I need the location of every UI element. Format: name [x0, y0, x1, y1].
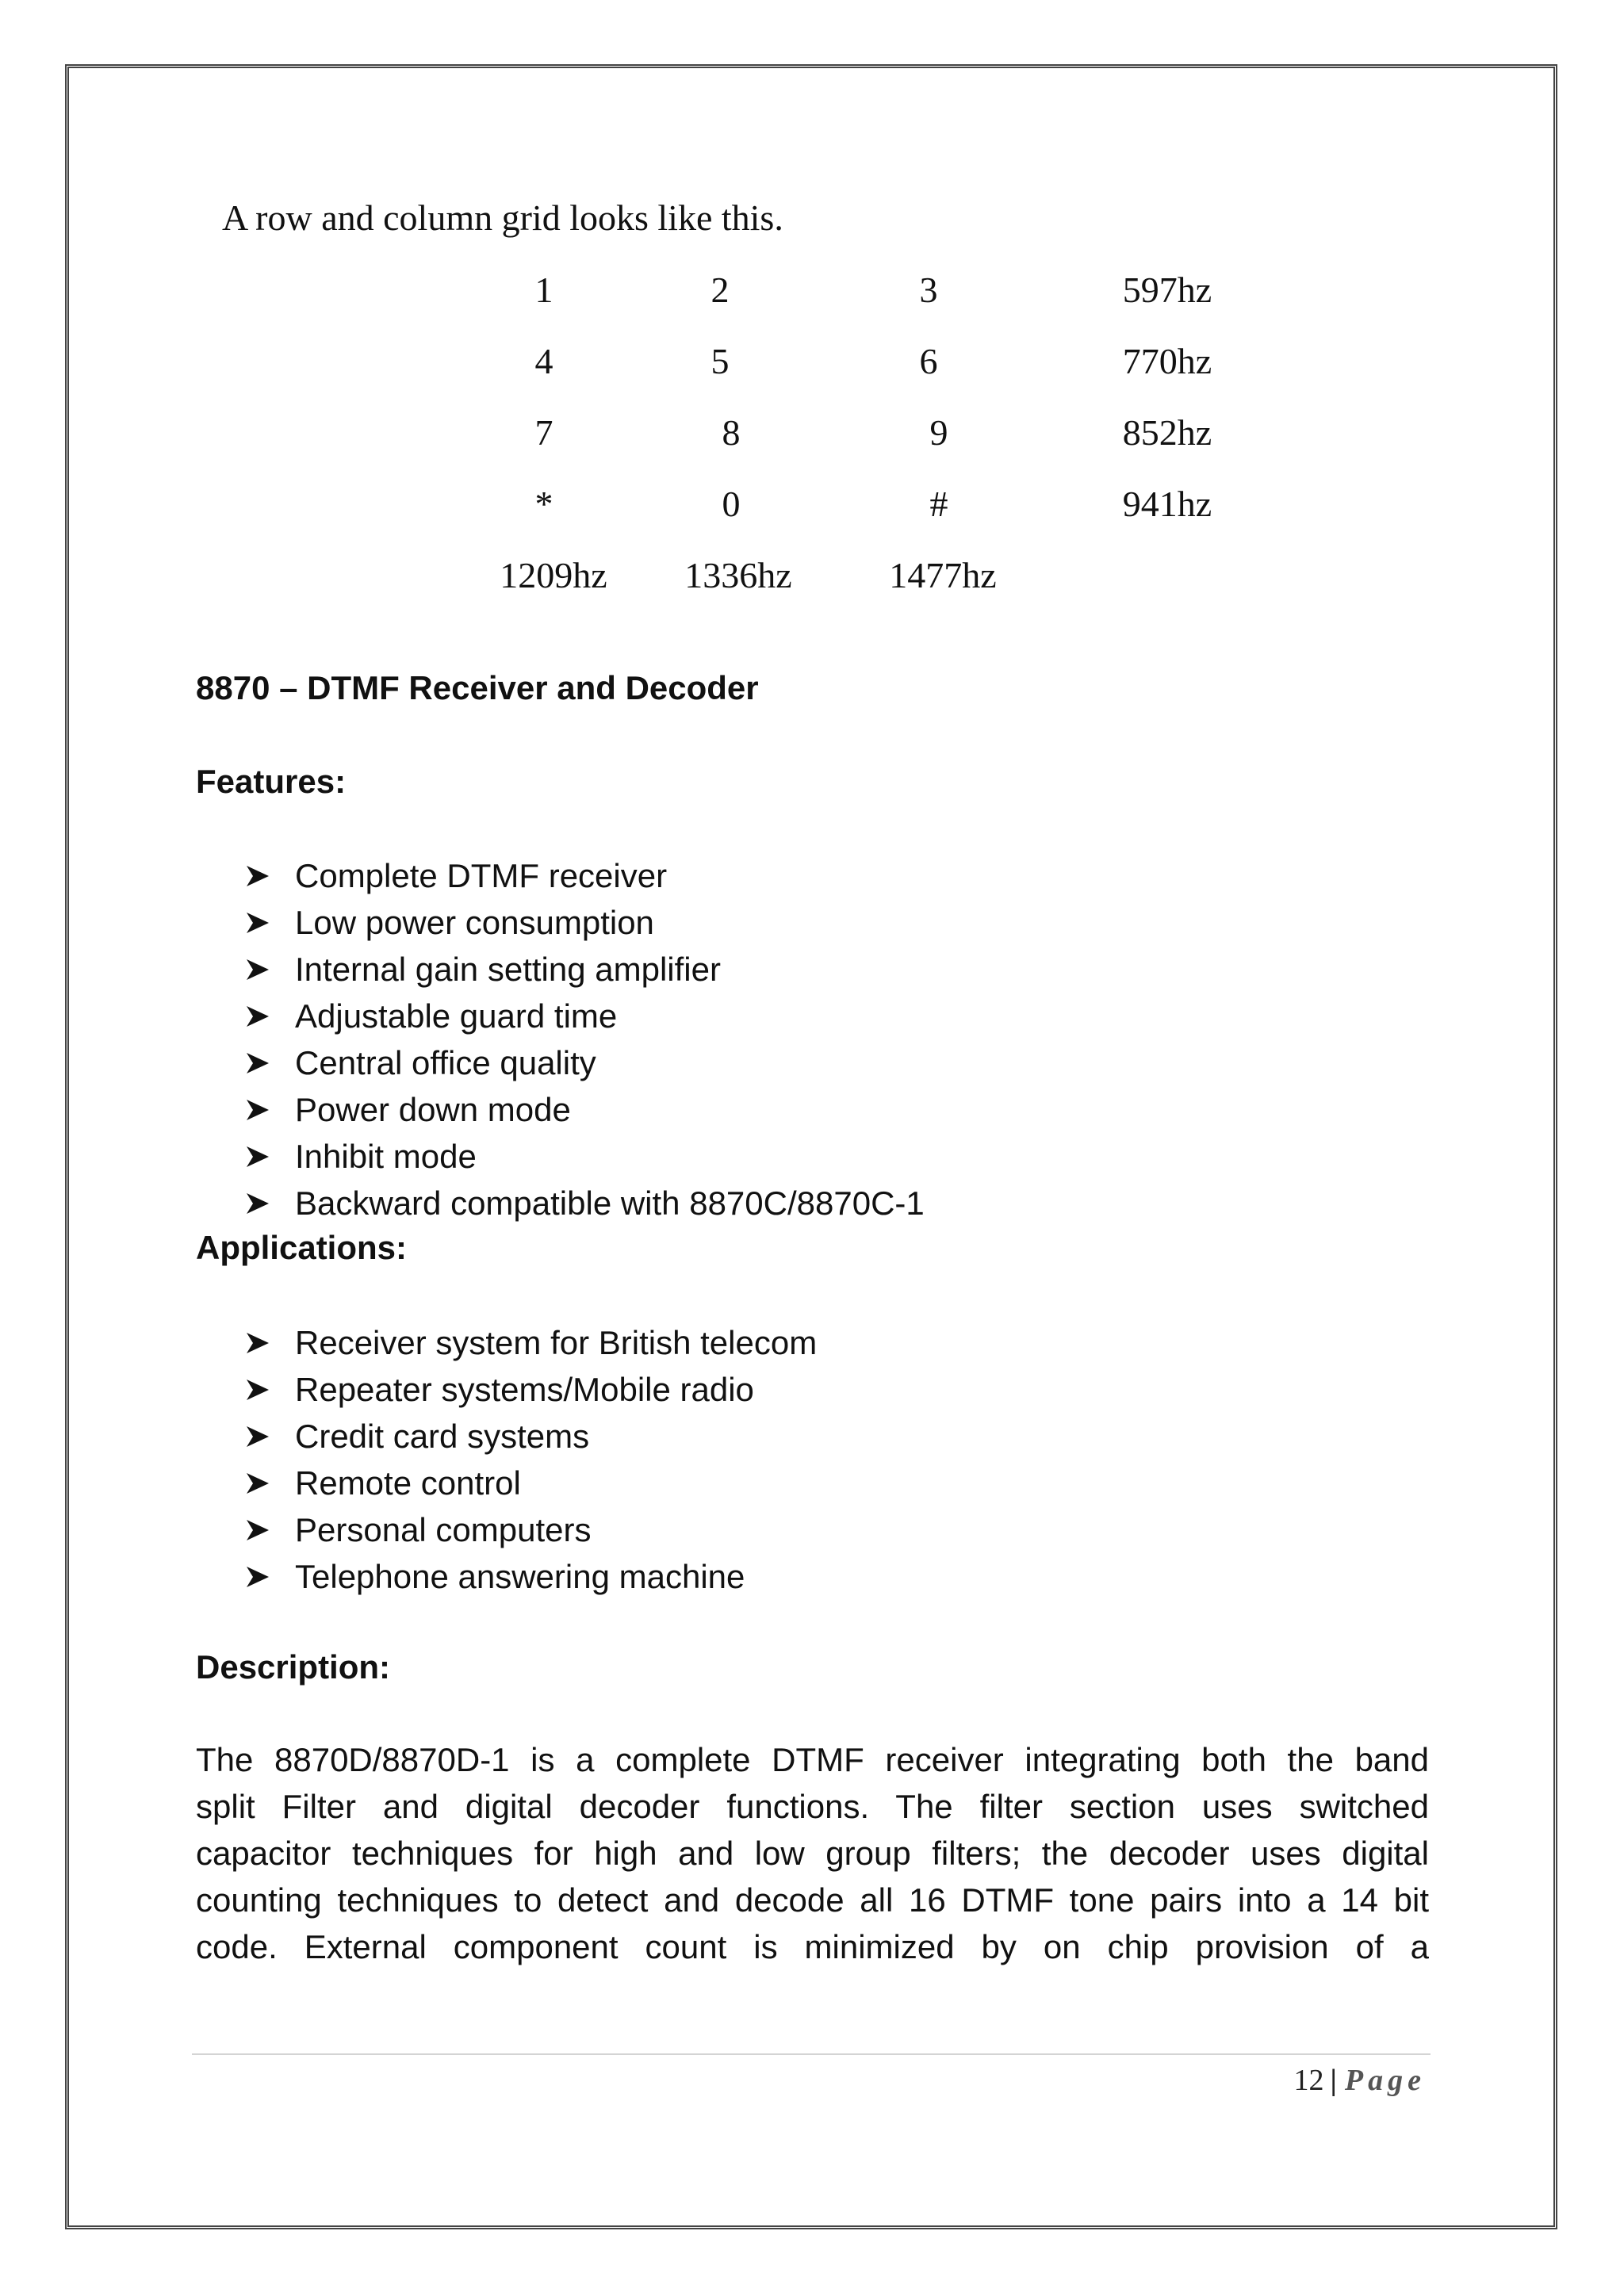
column-frequency: 1477hz: [889, 555, 997, 595]
paragraph-line: The 8870D/8870D-1 is a complete DTMF receiver integrating both the band: [196, 1741, 1429, 1778]
paragraph-line: code. External component count is minimized by on chip provision of a: [196, 1928, 1429, 1965]
feature-text: Inhibit mode: [295, 1138, 477, 1175]
application-text: Remote control: [295, 1464, 521, 1502]
feature-text: Central office quality: [295, 1044, 596, 1081]
description-heading: Description:: [196, 1648, 391, 1686]
feature-text: Adjustable guard time: [295, 997, 618, 1035]
arrowhead-bullet-icon: [246, 1379, 270, 1401]
application-text: Personal computers: [295, 1511, 592, 1548]
arrowhead-bullet-icon: [246, 912, 270, 934]
arrowhead-bullet-icon: [246, 1052, 270, 1074]
row-frequency: 770hz: [1122, 341, 1212, 381]
row-frequency: 941hz: [1122, 484, 1212, 524]
application-text: Repeater systems/Mobile radio: [295, 1371, 754, 1408]
paragraph-line: counting techniques to detect and decode all 16 DTMF tone pairs into a 14 bit: [196, 1881, 1429, 1919]
application-text: Telephone answering machine: [295, 1558, 745, 1595]
arrowhead-bullet-icon: [246, 1425, 270, 1448]
arrowhead-bullet-icon: [246, 1005, 270, 1027]
grid-intro-text: A row and column grid looks like this.: [222, 197, 783, 238]
applications-heading: Applications:: [196, 1229, 408, 1266]
paragraph-line: capacitor techniques for high and low group filters; the decoder uses digital: [196, 1835, 1429, 1872]
arrowhead-bullet-icon: [246, 1099, 270, 1121]
keypad-key: 8: [722, 412, 741, 453]
keypad-key: 6: [919, 341, 938, 381]
feature-text: Low power consumption: [295, 904, 654, 941]
arrowhead-bullet-icon: [246, 1519, 270, 1541]
arrowhead-bullet-icon: [246, 1192, 270, 1215]
keypad-key: 9: [929, 412, 948, 453]
keypad-key: 1: [534, 270, 553, 310]
feature-text: Power down mode: [295, 1091, 571, 1128]
keypad-key: *: [534, 484, 553, 524]
page-number: 12: [1293, 2064, 1324, 2097]
application-text: Receiver system for British telecom: [295, 1324, 818, 1361]
feature-text: Complete DTMF receiver: [295, 857, 668, 894]
keypad-key: 4: [534, 341, 553, 381]
footer-divider: [192, 2053, 1431, 2055]
arrowhead-bullet-icon: [246, 865, 270, 887]
arrowhead-bullet-icon: [246, 1472, 270, 1494]
arrowhead-bullet-icon: [246, 1332, 270, 1354]
arrowhead-bullet-icon: [246, 1566, 270, 1588]
keypad-key: 3: [919, 270, 938, 310]
feature-text: Internal gain setting amplifier: [295, 951, 721, 988]
feature-text: Backward compatible with 8870C/8870C-1: [295, 1184, 925, 1222]
application-text: Credit card systems: [295, 1418, 590, 1455]
column-frequency: 1336hz: [684, 555, 792, 595]
page-footer: [1294, 2060, 1426, 2101]
footer-separator: |: [1330, 2064, 1337, 2097]
row-frequency: 852hz: [1122, 412, 1212, 453]
page-label: Page: [1344, 2064, 1426, 2097]
section-title: 8870 – DTMF Receiver and Decoder: [196, 669, 759, 706]
keypad-key: 2: [710, 270, 730, 310]
keypad-key: 5: [710, 341, 730, 381]
features-heading: Features:: [196, 763, 347, 800]
row-frequency: 597hz: [1122, 270, 1212, 310]
arrowhead-bullet-icon: [246, 959, 270, 981]
arrowhead-bullet-icon: [246, 1146, 270, 1168]
keypad-key: 0: [722, 484, 741, 524]
column-frequency: 1209hz: [500, 555, 607, 595]
paragraph-line: split Filter and digital decoder functions. The filter section uses switched: [196, 1788, 1429, 1825]
keypad-key: #: [929, 484, 948, 524]
description-paragraph: [196, 1736, 1429, 1970]
keypad-key: 7: [534, 412, 553, 453]
